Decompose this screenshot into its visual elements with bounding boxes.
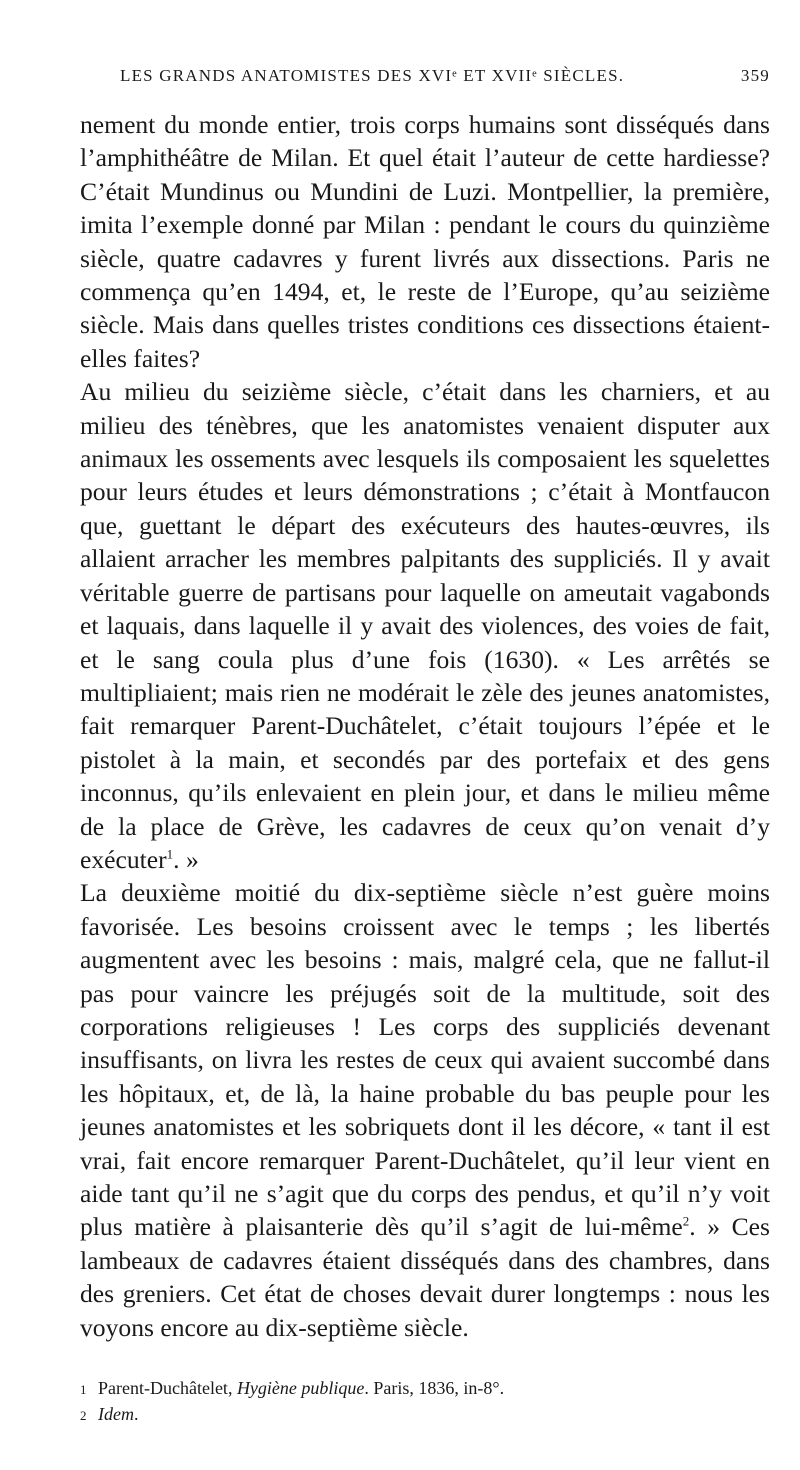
footnote-reference[interactable]: 2: [682, 1213, 690, 1229]
paragraph: [80, 876, 770, 1344]
paragraph-text: nement du monde entier, trois corps humains sont disséqués dans l’amphithéâtre de Milan. Et quel était l’auteur de cette hardiesse? C’était Mundinus ou Mundini de Luzi. Montpellier, la première, imita l’exemple donné par Milan : pendant le cours du quinzième siècle, quatre cadavres y furent livrés aux dissections. Paris ne commença qu’en 1494, et, le reste de l’Europe, qu’au seizième siècle. Mais dans quelles tristes conditions ces dissections étaient-elles faites?: [80, 110, 770, 373]
paragraph-text: Au milieu du seizième siècle, c’était dans les charniers, et au milieu des ténèbres, que les anatomistes venaient disputer aux animaux les ossements avec lesquels ils composaient les squelettes pour leurs études et leurs démonstrations ; c’était à Montfaucon que, guettant le départ des exécuteurs des hautes-œuvres, ils allaient arracher les membres palpitants des suppliciés. Il y avait véritable guerre de partisans pour laquelle on ameutait vagabonds et laquais, dans laquelle il y avait des violences, des voies de fait, et le sang coula plus d’une fois (1630). « Les arrêtés se multipliaient; mais rien ne modérait le zèle des jeunes anatomistes, fait remarquer Parent-Duchâtelet, c’était toujours l’épée et le pistolet à la main, et secondés par des portefaix et des gens inconnus, qu’ils enlevaient en plein jour, et dans le milieu même de la place de Grève, les cadavres de ceux qu’on venait d’y exécuter: [80, 377, 770, 874]
footnote-mark: 2: [80, 1408, 87, 1424]
footnote-title: Idem: [98, 1404, 134, 1425]
footnote-rest: .: [133, 1404, 139, 1425]
paragraph-tail: . » Ces lambeaux de cadavres étaient disséqués dans des chambres, dans des greniers. Cet état de choses devait durer longtemps : nous les voyons encore au dix-septième siècle.: [80, 1212, 770, 1342]
paragraph-tail: . »: [173, 844, 199, 874]
footnote-rest: . Paris, 1836, in-8°.: [364, 1378, 505, 1399]
footnote-author: Parent-Duchâtelet,: [98, 1378, 237, 1399]
body-text: [80, 108, 770, 1344]
running-head-title: LES GRANDS ANATOMISTES DES XVIᵉ ET XVIIᵉ SIÈCLES.: [120, 66, 625, 85]
footnotes: [80, 1376, 770, 1428]
footnote-reference[interactable]: 1: [166, 846, 174, 862]
paragraph-text: La deuxième moitié du dix-septième siècle n’est guère moins favorisée. Les besoins croissent avec le temps ; les libertés augmentent avec les besoins : mais, malgré cela, que ne fallut-il pas pour vaincre les préjugés soit de la multitude, soit des corporations religieuses ! Les corps des suppliciés devenant insuffisants, on livra les restes de ceux qui avaient succombé dans les hôpitaux, et, de là, la haine probable du bas peuple pour les jeunes anatomistes et les sobriquets dont il les décore, « tant il est vrai, fait encore remarquer Parent-Duchâtelet, qu’il leur vient en aide tant qu’il ne s’agit que du corps des pendus, et qu’il n’y voit plus matière à plaisanterie dès qu’il s’agit de lui-même: [80, 878, 770, 1242]
paragraph: [80, 108, 770, 375]
footnote-text: [98, 1376, 504, 1400]
footnote-title: Hygiène publique: [236, 1378, 365, 1399]
page-number: 359: [740, 66, 770, 85]
footnote-text: [98, 1402, 138, 1426]
footnote-mark: 1: [80, 1382, 87, 1398]
footnote: [80, 1376, 770, 1402]
paragraph: [80, 375, 770, 876]
book-page: [80, 58, 770, 1438]
footnote: [80, 1402, 770, 1428]
running-head: [80, 58, 770, 94]
